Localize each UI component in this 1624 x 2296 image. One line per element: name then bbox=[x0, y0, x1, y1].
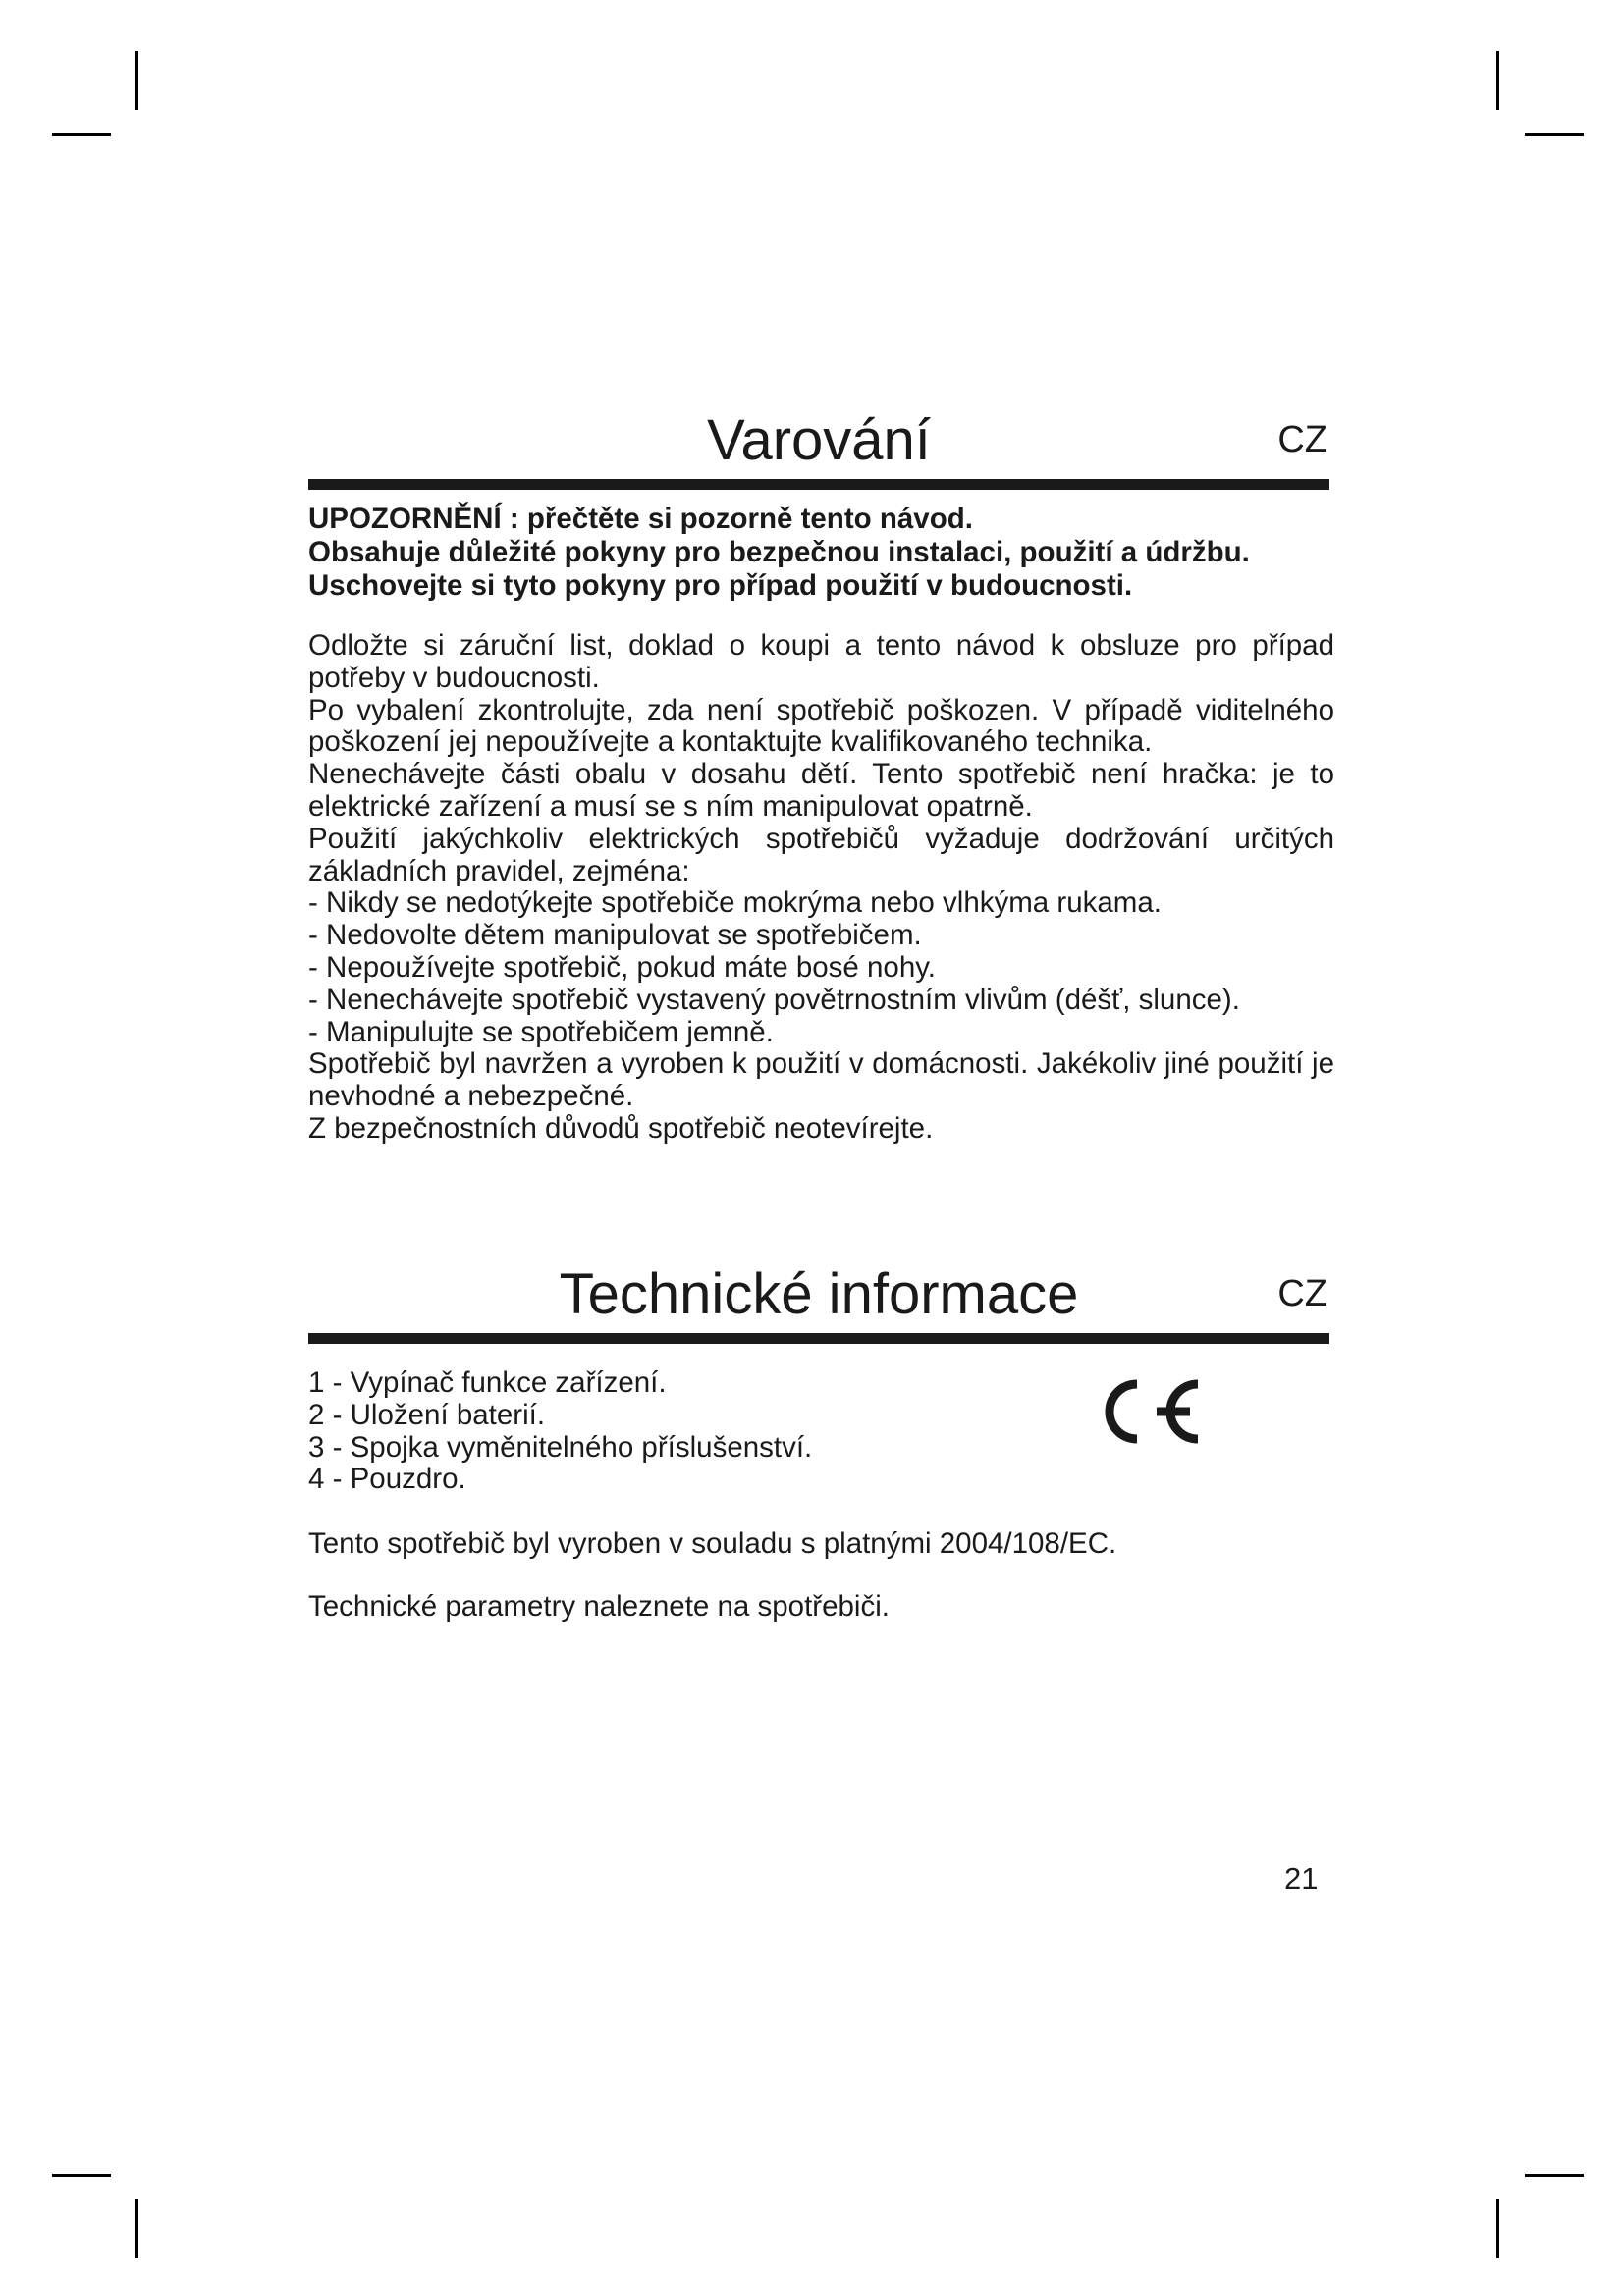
ce-mark-icon bbox=[1092, 1374, 1204, 1449]
section-technical-header bbox=[308, 1256, 1329, 1345]
paragraph: Použití jakýchkoliv elektrických spotřebičů vyžaduje dodržování určitých základních pravidel, zejména: bbox=[308, 822, 1334, 887]
crop-mark-top-left-vertical bbox=[135, 51, 138, 110]
safety-instructions bbox=[308, 630, 1334, 1146]
language-code: CZ bbox=[1277, 419, 1327, 460]
warning-line: Uschovejte si tyto pokyny pro případ použití v budoucnosti. bbox=[308, 569, 1133, 602]
section-warning-header bbox=[308, 402, 1329, 491]
warning-notice bbox=[308, 503, 1369, 603]
crop-mark-bottom-left-horizontal bbox=[52, 2174, 111, 2177]
section-rule bbox=[308, 479, 1329, 490]
warning-line: Obsahuje důležité pokyny pro bezpečnou instalaci, použití a údržbu. bbox=[308, 536, 1250, 568]
paragraph: Spotřebič byl navržen a vyroben k použití v domácnosti. Jakékoliv jiné použití je nevhodné a nebezpečné. bbox=[308, 1047, 1334, 1113]
crop-mark-bottom-right-vertical bbox=[1496, 2199, 1499, 2258]
crop-mark-top-right-horizontal bbox=[1525, 133, 1584, 136]
section-warning-title: Varování bbox=[707, 408, 931, 472]
section-rule bbox=[308, 1333, 1329, 1344]
crop-mark-bottom-left-vertical bbox=[135, 2199, 138, 2258]
list-item: - Manipulujte se spotřebičem jemně. bbox=[308, 1015, 774, 1048]
paragraph: Odložte si záruční list, doklad o koupi a tento návod k obsluze pro případ potřeby v budoucnosti. bbox=[308, 629, 1334, 694]
list-item: - Nikdy se nedotýkejte spotřebiče mokrýma nebo vlhkýma rukama. bbox=[308, 886, 1162, 920]
parameters-note: Technické parametry naleznete na spotřebiči. bbox=[308, 1590, 890, 1623]
section-technical-title: Technické informace bbox=[559, 1262, 1079, 1326]
list-item: 1 - Vypínač funkce zařízení. bbox=[308, 1366, 667, 1399]
list-item: - Nepoužívejte spotřebič, pokud máte bosé nohy. bbox=[308, 950, 936, 984]
paragraph: Nenechávejte části obalu v dosahu dětí. Tento spotřebič není hračka: je to elektrické zařízení a musí se s ním manipulovat opatrně. bbox=[308, 758, 1334, 823]
list-item: - Nedovolte dětem manipulovat se spotřebičem. bbox=[308, 919, 922, 952]
crop-mark-top-left-horizontal bbox=[52, 133, 111, 136]
conformity-statement: Tento spotřebič byl vyroben v souladu s platnými 2004/108/EC. bbox=[308, 1527, 1117, 1560]
list-item: 2 - Uložení baterií. bbox=[308, 1398, 546, 1431]
page-number: 21 bbox=[1284, 1861, 1319, 1896]
list-item: - Nenechávejte spotřebič vystavený povětrnostním vlivům (déšť, slunce). bbox=[308, 983, 1240, 1016]
parts-list bbox=[308, 1367, 996, 1496]
list-item: 3 - Spojka vyměnitelného příslušenství. bbox=[308, 1430, 813, 1464]
crop-mark-bottom-right-horizontal bbox=[1525, 2174, 1584, 2177]
list-item: 4 - Pouzdro. bbox=[308, 1463, 466, 1496]
paragraph: Po vybalení zkontrolujte, zda není spotřebič poškozen. V případě viditelného poškození jej nepoužívejte a kontaktujte kvalifikovaného technika. bbox=[308, 693, 1334, 759]
warning-line: UPOZORNĚNÍ : přečtěte si pozorně tento návod. bbox=[308, 503, 973, 535]
crop-mark-top-right-vertical bbox=[1496, 51, 1499, 110]
language-code: CZ bbox=[1277, 1273, 1327, 1314]
paragraph: Z bezpečnostních důvodů spotřebič neotevírejte. bbox=[308, 1111, 934, 1145]
